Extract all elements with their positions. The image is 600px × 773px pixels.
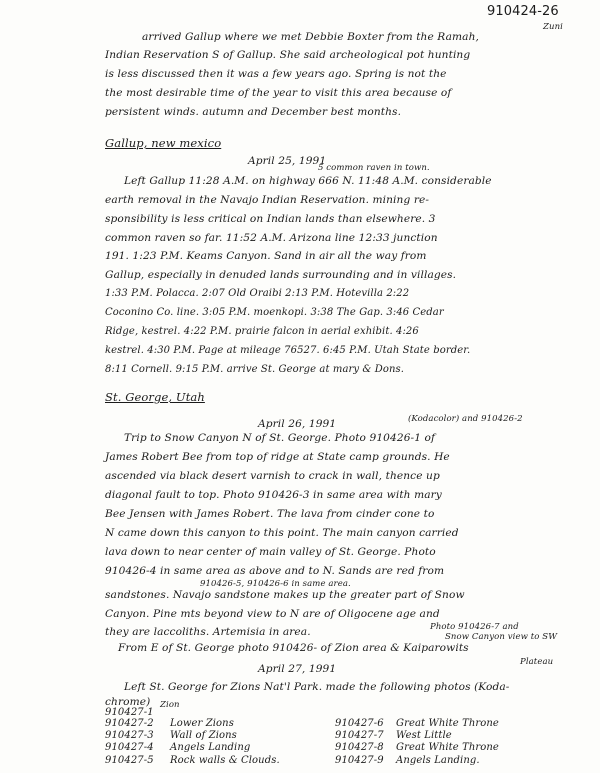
section-note: 5 common raven in town.: [318, 163, 430, 173]
photo-number: 910427-8: [335, 742, 384, 753]
photo-number: 910427-6: [335, 718, 384, 729]
photo-desc: West Little: [396, 730, 452, 741]
entry-line: N came down this canyon to this point. The main canyon carried: [105, 527, 459, 539]
photo-number: 910427-4: [105, 742, 154, 753]
entry-line: they are laccoliths. Artemisia in area.: [105, 626, 311, 638]
photo-number: 910427-2: [105, 718, 154, 729]
photo-desc: Wall of Zions: [170, 730, 237, 741]
entry-line: Coconino Co. line. 3:05 P.M. moenkopi. 3:38 The Gap. 3:46 Cedar: [105, 307, 444, 318]
photo-number: 910427-5: [105, 755, 154, 766]
document-number: 910424-26: [487, 4, 559, 19]
intro-line: Indian Reservation S of Gallup. She said archeological pot hunting: [105, 49, 471, 61]
intro-line: the most desirable time of the year to visit this area because of: [105, 87, 452, 99]
entry-line: common raven so far. 11:52 A.M. Arizona line 12:33 junction: [105, 232, 438, 244]
section-note: 910426-5, 910426-6 in same area.: [200, 579, 351, 589]
entry-line: earth removal in the Navajo Indian Reservation. mining re-: [105, 194, 430, 206]
entry-line: Bee Jensen with James Robert. The lava from cinder cone to: [105, 508, 435, 520]
photo-number: 910427-7: [335, 730, 384, 741]
entry-line: Trip to Snow Canyon N of St. George. Photo 910426-1 of: [124, 432, 436, 444]
entry-line: Ridge, kestrel. 4:22 P.M. prairie falcon in aerial exhibit. 4:26: [105, 326, 419, 337]
entry-line: From E of St. George photo 910426- of Zion area & Kaiparowits: [118, 642, 469, 654]
photo-desc: Rock walls & Clouds.: [170, 755, 280, 766]
section-note: Plateau: [520, 657, 554, 667]
photo-number: 910427-1: [105, 707, 154, 718]
section-date: April 26, 1991: [258, 418, 337, 430]
entry-line: 191. 1:23 P.M. Keams Canyon. Sand in air all the way from: [105, 250, 427, 262]
section-note: Photo 910426-7 and: [430, 622, 519, 632]
entry-line: sponsibility is less critical on Indian lands than elsewhere. 3: [105, 213, 436, 225]
entry-line: lava down to near center of main valley of St. George. Photo: [105, 546, 436, 558]
photo-desc: Angels Landing: [170, 742, 251, 753]
photo-desc: Angels Landing.: [396, 755, 480, 766]
section-note: Snow Canyon view to SW: [445, 632, 558, 642]
section-date: April 27, 1991: [258, 663, 337, 675]
photo-number: 910427-9: [335, 755, 384, 766]
entry-line: diagonal fault to top. Photo 910426-3 in same area with mary: [105, 489, 442, 501]
section-date: April 25, 1991: [248, 155, 327, 167]
entry-line: 910426-4 in same area as above and to N. Sands are red from: [105, 565, 445, 577]
entry-line: 1:33 P.M. Polacca. 2:07 Old Oraibi 2:13 P.M. Hotevilla 2:22: [105, 288, 410, 299]
section-heading-gallup: Gallup, new mexico: [105, 136, 222, 150]
entry-line: Left St. George for Zions Nat'l Park. made the following photos (Koda-: [124, 681, 510, 693]
photo-desc: Lower Zions: [170, 718, 234, 729]
intro-line: arrived Gallup where we met Debbie Boxter from the Ramah,: [142, 31, 479, 43]
entry-line: 8:11 Cornell. 9:15 P.M. arrive St. George at mary & Dons.: [105, 364, 404, 375]
intro-note: Zuni: [543, 22, 563, 32]
entry-line: James Robert Bee from top of ridge at State camp grounds. He: [105, 451, 450, 463]
intro-line: persistent winds. autumn and December best months.: [105, 106, 402, 118]
section-note: (Kodacolor) and 910426-2: [408, 414, 523, 424]
entry-line: Canyon. Pine mts beyond view to N are of Oligocene age and: [105, 608, 440, 620]
entry-line: Gallup, especially in denuded lands surrounding and in villages.: [105, 269, 457, 281]
photo-number: 910427-3: [105, 730, 154, 741]
section-heading-stgeorge: St. George, Utah: [105, 390, 205, 404]
entry-line: chrome): [105, 696, 151, 708]
section-note: Zion: [160, 700, 180, 710]
entry-line: Left Gallup 11:28 A.M. on highway 666 N. 11:48 A.M. considerable: [124, 175, 492, 187]
entry-line: ascended via black desert varnish to crack in wall, thence up: [105, 470, 440, 482]
entry-line: kestrel. 4:30 P.M. Page at mileage 76527. 6:45 P.M. Utah State border.: [105, 345, 471, 356]
photo-desc: Great White Throne: [396, 742, 499, 753]
photo-desc: Great White Throne: [396, 718, 499, 729]
entry-line: sandstones. Navajo sandstone makes up the greater part of Snow: [105, 589, 465, 601]
intro-line: is less discussed then it was a few years ago. Spring is not the: [105, 68, 447, 80]
